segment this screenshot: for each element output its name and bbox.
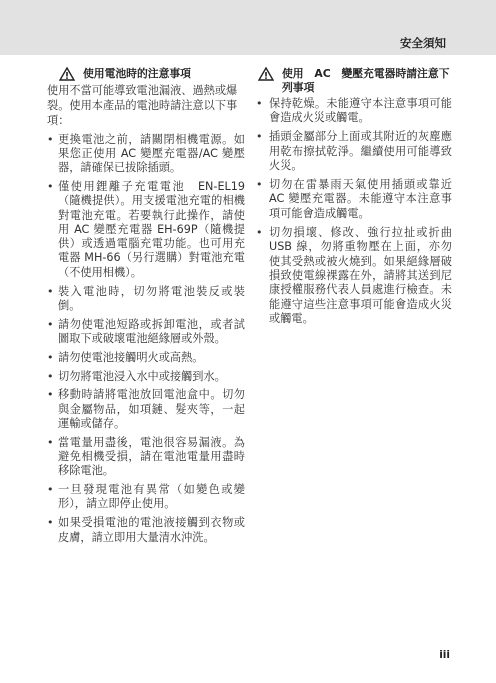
battery-precautions-list (47, 133, 245, 545)
bullet-icon: • (47, 180, 54, 193)
section-heading-text: 使用電池時的注意事項 (83, 67, 191, 80)
bullet-icon: • (47, 388, 54, 402)
warning-triangle-icon (59, 67, 75, 81)
list-item: • 請勿使電池接觸明火或高熱。 (47, 350, 204, 364)
bullet-icon: • (47, 132, 54, 146)
bullet-icon: • (47, 516, 54, 530)
page-number: iii (439, 649, 450, 661)
bullet-icon: • (256, 225, 263, 239)
list-item: • 當電量用盡後，電池很容易漏液。為避免相機受損，請在電池電量用盡時移除電池。 (47, 435, 245, 478)
section-heading-ac-adapter (256, 67, 452, 95)
left-column (47, 67, 245, 549)
right-column (256, 67, 452, 331)
bullet-icon: • (256, 130, 263, 144)
section-heading-battery (47, 67, 245, 81)
list-item: • 僅使用鋰離子充電電池 EN-EL19（隨機提供）。用支援電池充電的相機對電池充電。若要執行此操作，請使用 AC 變壓充電器 EH-69P（隨機提供）或透過電腦充電功能。也可用充電器 MH-66（另行選購）對電池充電（不使用相機）。 (47, 180, 245, 279)
list-item: • 切勿損壞、修改、強行拉扯或折曲 USB 線，勿將重物壓在上面，亦勿使其受熱或被火燒到。如果絕緣層破損致使電線裸露在外，請將其送到尼康授權服務代表人員處進行檢查。未能遵守這些注意事項可能會造成火災或觸電。 (256, 225, 452, 326)
list-item: • 移動時請將電池放回電池盒中。切勿與金屬物品，如項鏈、髮夾等，一起運輸或儲存。 (47, 388, 245, 430)
bullet-icon: • (47, 369, 54, 383)
bullet-icon: • (47, 435, 54, 449)
list-item: • 插頭金屬部分上面或其附近的灰塵應用乾布擦拭乾淨。繼續使用可能導致火災。 (256, 130, 452, 173)
list-item: • 切勿在雷暴雨天氣使用插頭或靠近 AC 變壓充電器。未能遵守本注意事項可能會造成觸電。 (256, 178, 452, 220)
list-item: • 裝入電池時，切勿將電池裝反或裝倒。 (47, 284, 245, 312)
list-item: • 更換電池之前，請關閉相機電源。如果您正使用 AC 變壓充電器/AC 變壓器，請確保已拔除插頭。 (47, 132, 245, 175)
section-heading-text: 使用 AC 變壓充電器時請注意下列事項 (282, 67, 450, 94)
list-item: • 請勿使電池短路或拆卸電池，或者試圖取下或破壞電池絕緣層或外殼。 (47, 317, 245, 345)
bullet-icon: • (47, 284, 54, 298)
page-header-title: 安全須知 (400, 36, 446, 50)
list-item: • 如果受損電池的電池液接觸到衣物或皮膚，請立即用大量清水沖洗。 (47, 516, 245, 544)
header-band (0, 0, 496, 55)
ac-adapter-precautions-list (256, 97, 452, 327)
warning-triangle-icon (258, 67, 274, 81)
bullet-icon: • (256, 97, 263, 110)
list-item: • 切勿將電池浸入水中或接觸到水。 (47, 369, 226, 383)
bullet-icon: • (47, 483, 54, 497)
section-intro: 使用不當可能導致電池漏液、過熱或爆裂。使用本產品的電池時請注意以下事項： (47, 84, 238, 128)
list-item: • 一旦發現電池有異常（如變色或變形），請立即停止使用。 (47, 483, 245, 511)
list-item: • 保持乾燥。未能遵守本注意事項可能會造成火災或觸電。 (256, 97, 452, 125)
bullet-icon: • (256, 178, 263, 192)
bullet-icon: • (47, 350, 54, 364)
bullet-icon: • (47, 317, 54, 331)
